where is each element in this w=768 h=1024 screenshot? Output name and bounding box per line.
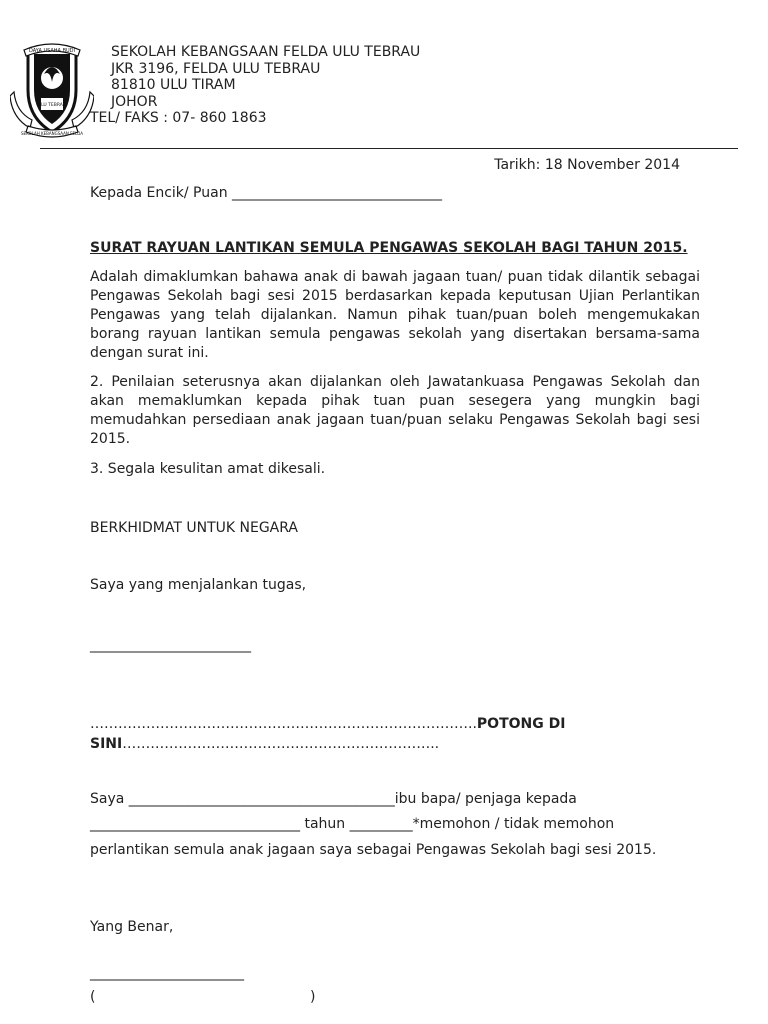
motto: BERKHIDMAT UNTUK NEGARA xyxy=(90,520,298,536)
body-paragraph-3: 3. Segala kesulitan amat dikesali. xyxy=(90,461,326,477)
letterhead xyxy=(90,44,420,127)
cut-line xyxy=(90,716,565,732)
recipient-line: Kepada Encik/ Puan ______________________________ xyxy=(90,185,443,201)
form-line-child xyxy=(90,816,614,832)
cut-label: POTONG DI xyxy=(476,716,566,732)
address-line: 81810 ULU TIRAM xyxy=(111,77,236,93)
cut-dots: ………………………………………………………….. xyxy=(122,736,440,752)
signoff: Saya yang menjalankan tugas, xyxy=(90,577,307,593)
letter-subject: SURAT RAYUAN LANTIKAN SEMULA PENGAWAS SEKOLAH BAGI TAHUN 2015. xyxy=(90,240,688,256)
school-crest-logo xyxy=(10,40,94,140)
signature-line: ______________________ xyxy=(90,965,244,981)
school-name: SEKOLAH KEBANGSAAN FELDA ULU TEBRAU xyxy=(111,44,421,60)
parent-name-field: Saya ______________________________________ xyxy=(90,791,395,807)
phone-fax: TEL/ FAKS : 07- 860 1863 xyxy=(90,110,267,126)
name-bracket-close: ) xyxy=(310,989,316,1005)
body-paragraph-2: 2. Penilaian seterusnya akan dijalankan oleh Jawatankuasa Pengawas Sekolah dan akan memaklumkan kepada pihak tuan puan sesegera yang mungkin bagi memudahkan persediaan anak jagaan tuan/puan selaku Pengawas Sekolah bagi sesi 2015. xyxy=(90,374,700,447)
name-bracket-open: ( xyxy=(90,989,96,1005)
cut-label: SINI xyxy=(90,736,123,752)
child-name-field: ______________________________ tahun _________ xyxy=(90,816,413,832)
address-line: JOHOR xyxy=(111,93,158,110)
svg-text:SEKOLAH KEBANGSAAN FELDA: SEKOLAH KEBANGSAAN FELDA xyxy=(21,131,83,136)
closing: Yang Benar, xyxy=(90,919,174,935)
form-line-statement: perlantikan semula anak jagaan saya sebagai Pengawas Sekolah bagi sesi 2015. xyxy=(90,842,657,858)
svg-text:DAYA USAHA BUDI: DAYA USAHA BUDI xyxy=(28,48,76,54)
body-paragraph-1: Adalah dimaklumkan bahawa anak di bawah jagaan tuan/ puan tidak dilantik sebagai Pengawas Sekolah bagi sesi 2015 berdasarkan kepada keputusan Ujian Perlantikan Pengawas yang telah dijalankan. Namun pihak tuan/puan boleh mengemukakan borang rayuan lantikan semula pengawas sekolah yang disertakan bersama-sama dengan surat ini. xyxy=(90,269,700,361)
signature-line: _______________________ xyxy=(90,637,251,653)
form-line-parent xyxy=(90,791,577,807)
address-line: JKR 3196, FELDA ULU TEBRAU xyxy=(111,60,321,77)
svg-text:ULU TEBRAU: ULU TEBRAU xyxy=(37,103,67,108)
header-divider xyxy=(40,148,738,149)
cut-line-continued xyxy=(90,736,439,752)
letter-date: Tarikh: 18 November 2014 xyxy=(494,157,680,173)
form-text: ibu bapa/ penjaga kepada xyxy=(394,791,577,807)
form-text: *memohon / tidak memohon xyxy=(412,816,615,832)
cut-dots: ……………………………………………………………………….. xyxy=(90,716,477,732)
